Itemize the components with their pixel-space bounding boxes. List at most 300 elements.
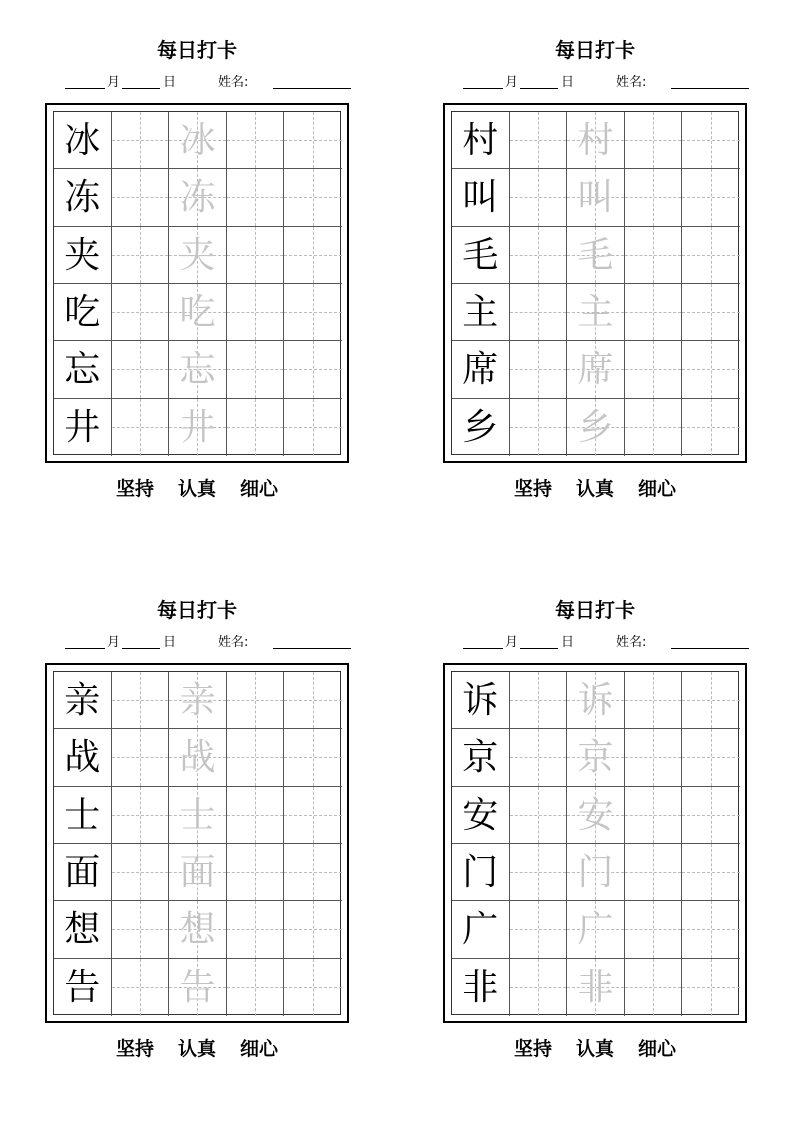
day-blank[interactable]	[520, 88, 558, 89]
practice-cell[interactable]	[227, 729, 285, 786]
guide-line-horizontal	[227, 872, 284, 873]
guide-line-horizontal	[112, 255, 169, 256]
model-char-cell	[54, 729, 112, 786]
date-name-line	[463, 633, 753, 653]
motto-word: 认真	[177, 1038, 216, 1060]
month-blank[interactable]	[65, 648, 105, 649]
trace-char-cell	[169, 169, 227, 226]
guide-line-horizontal	[682, 929, 740, 930]
practice-cell[interactable]	[625, 901, 683, 958]
trace-character: 主	[577, 292, 614, 333]
guide-line-horizontal	[112, 427, 169, 428]
trace-char-cell	[169, 787, 227, 844]
practice-cell[interactable]	[112, 844, 170, 901]
guide-line-horizontal	[682, 369, 740, 370]
guide-line-horizontal	[227, 987, 284, 988]
trace-char-cell	[169, 729, 227, 786]
model-character: 乡	[462, 406, 499, 448]
practice-cell[interactable]	[510, 284, 568, 341]
model-char-cell	[54, 672, 112, 729]
guide-line-horizontal	[284, 140, 342, 141]
model-char-cell	[452, 341, 510, 398]
name-blank[interactable]	[273, 648, 351, 649]
guide-line-horizontal	[625, 815, 682, 816]
motto-word: 细心	[240, 478, 279, 500]
guide-line-horizontal	[227, 369, 284, 370]
guide-line-horizontal	[510, 255, 567, 256]
writing-grid	[53, 111, 341, 455]
practice-cell[interactable]	[227, 959, 285, 1016]
guide-line-horizontal	[112, 872, 169, 873]
guide-line-horizontal	[625, 757, 682, 758]
model-char-cell	[54, 112, 112, 169]
trace-character: 夹	[179, 234, 216, 276]
practice-card	[443, 35, 753, 555]
trace-character: 冻	[179, 177, 216, 219]
model-char-cell	[54, 901, 112, 958]
model-character: 京	[462, 737, 499, 779]
model-character: 主	[462, 292, 499, 333]
model-character: 战	[64, 737, 101, 779]
trace-character: 席	[577, 349, 614, 391]
trace-char-cell	[169, 112, 227, 169]
trace-char-cell	[567, 959, 625, 1016]
trace-character: 冰	[179, 120, 216, 161]
guide-line-horizontal	[510, 929, 567, 930]
practice-cell[interactable]	[682, 399, 740, 456]
trace-char-cell	[567, 844, 625, 901]
guide-line-horizontal	[625, 700, 682, 701]
guide-line-horizontal	[112, 815, 169, 816]
month-label: 月	[107, 75, 121, 90]
guide-line-horizontal	[625, 255, 682, 256]
trace-char-cell	[567, 112, 625, 169]
guide-line-horizontal	[682, 815, 740, 816]
practice-cell[interactable]	[625, 844, 683, 901]
motto-word: 认真	[177, 478, 216, 500]
model-character: 想	[64, 909, 101, 951]
month-blank[interactable]	[463, 648, 503, 649]
model-char-cell	[452, 112, 510, 169]
guide-line-horizontal	[227, 700, 284, 701]
practice-card	[45, 595, 355, 1115]
guide-line-horizontal	[112, 140, 169, 141]
motto-word: 细心	[240, 1038, 279, 1060]
guide-line-horizontal	[625, 197, 682, 198]
name-blank[interactable]	[671, 88, 749, 89]
practice-cell[interactable]	[112, 959, 170, 1016]
motto-line	[443, 1035, 747, 1063]
model-char-cell	[452, 959, 510, 1016]
model-char-cell	[452, 169, 510, 226]
motto-line	[443, 475, 747, 503]
trace-character: 村	[577, 120, 614, 161]
practice-cell[interactable]	[284, 112, 342, 169]
motto-word: 坚持	[115, 1038, 154, 1060]
model-character: 叫	[462, 177, 499, 219]
model-character: 忘	[64, 349, 101, 391]
month-label: 月	[505, 75, 519, 90]
guide-line-horizontal	[284, 369, 342, 370]
practice-cell[interactable]	[112, 284, 170, 341]
trace-character: 亲	[179, 680, 216, 721]
practice-cell[interactable]	[112, 227, 170, 284]
name-blank[interactable]	[273, 88, 351, 89]
model-char-cell	[452, 787, 510, 844]
guide-line-horizontal	[227, 197, 284, 198]
practice-cell[interactable]	[510, 729, 568, 786]
name-label: 姓名:	[616, 75, 647, 90]
guide-line-horizontal	[227, 140, 284, 141]
practice-cell[interactable]	[227, 787, 285, 844]
model-character: 冰	[64, 120, 101, 161]
practice-cell[interactable]	[625, 729, 683, 786]
practice-cell[interactable]	[682, 959, 740, 1016]
guide-line-horizontal	[510, 312, 567, 313]
model-character: 井	[64, 406, 101, 448]
day-blank[interactable]	[122, 648, 160, 649]
practice-cell[interactable]	[625, 341, 683, 398]
trace-char-cell	[169, 672, 227, 729]
name-blank[interactable]	[671, 648, 749, 649]
practice-cell[interactable]	[510, 787, 568, 844]
model-character: 夹	[64, 234, 101, 276]
name-label: 姓名:	[616, 635, 647, 650]
trace-character: 面	[179, 852, 216, 893]
trace-character: 毛	[577, 234, 614, 276]
trace-character: 乡	[577, 406, 614, 448]
practice-cell[interactable]	[112, 341, 170, 398]
guide-line-horizontal	[682, 872, 740, 873]
model-character: 非	[462, 966, 499, 1008]
guide-line-horizontal	[284, 929, 342, 930]
trace-char-cell	[169, 959, 227, 1016]
name-label: 姓名:	[218, 75, 249, 90]
writing-grid	[53, 671, 341, 1015]
guide-line-horizontal	[510, 815, 567, 816]
practice-cell[interactable]	[682, 227, 740, 284]
guide-line-horizontal	[227, 929, 284, 930]
practice-cell[interactable]	[284, 399, 342, 456]
trace-char-cell	[567, 672, 625, 729]
writing-grid	[451, 671, 739, 1015]
trace-char-cell	[567, 284, 625, 341]
practice-cell[interactable]	[284, 672, 342, 729]
day-label: 日	[561, 635, 575, 650]
practice-cell[interactable]	[682, 341, 740, 398]
practice-cell[interactable]	[227, 672, 285, 729]
guide-line-horizontal	[227, 255, 284, 256]
practice-card	[443, 595, 753, 1115]
model-char-cell	[54, 227, 112, 284]
model-character: 毛	[462, 234, 499, 276]
practice-cell[interactable]	[284, 844, 342, 901]
trace-char-cell	[169, 901, 227, 958]
practice-cell[interactable]	[227, 169, 285, 226]
trace-character: 诉	[577, 680, 614, 721]
trace-character: 门	[577, 852, 614, 893]
trace-character: 广	[577, 909, 614, 951]
trace-char-cell	[169, 399, 227, 456]
guide-line-horizontal	[625, 929, 682, 930]
practice-cell[interactable]	[625, 284, 683, 341]
day-label: 日	[163, 75, 177, 90]
practice-cell[interactable]	[112, 787, 170, 844]
model-char-cell	[452, 399, 510, 456]
motto-word: 坚持	[513, 1038, 552, 1060]
motto-word: 细心	[638, 478, 677, 500]
guide-line-horizontal	[112, 757, 169, 758]
trace-character: 叫	[577, 177, 614, 219]
model-character: 诉	[462, 680, 499, 721]
guide-line-horizontal	[682, 312, 740, 313]
practice-cell[interactable]	[682, 901, 740, 958]
guide-line-horizontal	[284, 427, 342, 428]
guide-line-horizontal	[112, 369, 169, 370]
trace-character: 战	[179, 737, 216, 779]
practice-cell[interactable]	[227, 112, 285, 169]
practice-cell[interactable]	[284, 341, 342, 398]
practice-cell[interactable]	[284, 787, 342, 844]
practice-cell[interactable]	[510, 901, 568, 958]
model-char-cell	[54, 169, 112, 226]
date-name-line	[65, 73, 355, 93]
model-character: 安	[462, 794, 499, 836]
guide-line-horizontal	[284, 700, 342, 701]
guide-line-horizontal	[682, 700, 740, 701]
practice-cell[interactable]	[510, 341, 568, 398]
practice-cell[interactable]	[682, 284, 740, 341]
model-char-cell	[54, 399, 112, 456]
card-title: 每日打卡	[157, 598, 237, 622]
date-name-line	[463, 73, 753, 93]
model-char-cell	[452, 901, 510, 958]
practice-cell[interactable]	[625, 169, 683, 226]
model-char-cell	[54, 284, 112, 341]
trace-char-cell	[567, 787, 625, 844]
practice-cell[interactable]	[510, 227, 568, 284]
model-char-cell	[452, 672, 510, 729]
practice-cell[interactable]	[625, 112, 683, 169]
practice-cell[interactable]	[625, 227, 683, 284]
guide-line-horizontal	[112, 987, 169, 988]
practice-cell[interactable]	[112, 901, 170, 958]
practice-cell[interactable]	[227, 227, 285, 284]
guide-line-horizontal	[682, 757, 740, 758]
trace-character: 想	[179, 909, 216, 951]
guide-line-horizontal	[682, 987, 740, 988]
card-title: 每日打卡	[555, 598, 635, 622]
practice-cell[interactable]	[227, 284, 285, 341]
practice-cell[interactable]	[625, 399, 683, 456]
practice-cell[interactable]	[510, 959, 568, 1016]
practice-cell[interactable]	[284, 169, 342, 226]
trace-char-cell	[567, 341, 625, 398]
practice-cell[interactable]	[510, 672, 568, 729]
guide-line-horizontal	[510, 700, 567, 701]
model-char-cell	[54, 341, 112, 398]
model-character: 吃	[64, 292, 101, 333]
practice-cell[interactable]	[625, 959, 683, 1016]
practice-cell[interactable]	[625, 787, 683, 844]
motto-word: 认真	[575, 478, 614, 500]
guide-line-horizontal	[284, 757, 342, 758]
guide-line-horizontal	[510, 872, 567, 873]
writing-frame	[45, 103, 349, 463]
trace-character: 井	[179, 406, 216, 448]
model-char-cell	[54, 844, 112, 901]
writing-frame	[45, 663, 349, 1023]
model-char-cell	[452, 729, 510, 786]
guide-line-horizontal	[112, 197, 169, 198]
model-character: 面	[64, 852, 101, 893]
trace-character: 非	[577, 966, 614, 1008]
name-label: 姓名:	[218, 635, 249, 650]
guide-line-horizontal	[227, 427, 284, 428]
practice-cell[interactable]	[227, 844, 285, 901]
guide-line-horizontal	[682, 197, 740, 198]
guide-line-horizontal	[625, 427, 682, 428]
guide-line-horizontal	[510, 757, 567, 758]
motto-word: 坚持	[115, 478, 154, 500]
day-label: 日	[163, 635, 177, 650]
guide-line-horizontal	[625, 872, 682, 873]
practice-card	[45, 35, 355, 555]
motto-word: 认真	[575, 1038, 614, 1060]
guide-line-horizontal	[510, 140, 567, 141]
practice-cell[interactable]	[682, 729, 740, 786]
trace-character: 安	[577, 794, 614, 836]
practice-cell[interactable]	[510, 844, 568, 901]
guide-line-horizontal	[510, 369, 567, 370]
trace-char-cell	[567, 227, 625, 284]
model-character: 席	[462, 349, 499, 391]
guide-line-horizontal	[682, 427, 740, 428]
guide-line-horizontal	[510, 427, 567, 428]
practice-cell[interactable]	[682, 112, 740, 169]
practice-cell[interactable]	[682, 169, 740, 226]
guide-line-horizontal	[284, 197, 342, 198]
motto-line	[45, 475, 349, 503]
practice-cell[interactable]	[112, 169, 170, 226]
trace-character: 士	[179, 794, 216, 836]
trace-char-cell	[567, 399, 625, 456]
trace-character: 京	[577, 737, 614, 779]
day-blank[interactable]	[520, 648, 558, 649]
guide-line-horizontal	[625, 369, 682, 370]
practice-cell[interactable]	[284, 227, 342, 284]
trace-character: 忘	[179, 349, 216, 391]
guide-line-horizontal	[227, 312, 284, 313]
motto-line	[45, 1035, 349, 1063]
guide-line-horizontal	[625, 312, 682, 313]
trace-char-cell	[169, 227, 227, 284]
day-label: 日	[561, 75, 575, 90]
trace-char-cell	[169, 844, 227, 901]
month-blank[interactable]	[463, 88, 503, 89]
card-title: 每日打卡	[555, 38, 635, 62]
guide-line-horizontal	[284, 872, 342, 873]
model-character: 广	[462, 909, 499, 951]
model-char-cell	[452, 227, 510, 284]
practice-cell[interactable]	[682, 844, 740, 901]
guide-line-horizontal	[112, 929, 169, 930]
model-char-cell	[54, 959, 112, 1016]
model-character: 村	[462, 120, 499, 161]
model-character: 士	[64, 794, 101, 836]
guide-line-horizontal	[284, 312, 342, 313]
guide-line-horizontal	[510, 197, 567, 198]
practice-cell[interactable]	[227, 901, 285, 958]
practice-cell[interactable]	[625, 672, 683, 729]
card-title: 每日打卡	[157, 38, 237, 62]
writing-frame	[443, 103, 747, 463]
trace-char-cell	[169, 284, 227, 341]
practice-cell[interactable]	[510, 112, 568, 169]
guide-line-horizontal	[284, 815, 342, 816]
practice-cell[interactable]	[510, 399, 568, 456]
guide-line-horizontal	[227, 815, 284, 816]
practice-cell[interactable]	[682, 672, 740, 729]
guide-line-horizontal	[625, 987, 682, 988]
model-char-cell	[452, 844, 510, 901]
trace-character: 告	[179, 966, 216, 1008]
date-name-line	[65, 633, 355, 653]
trace-char-cell	[169, 341, 227, 398]
practice-cell[interactable]	[112, 672, 170, 729]
practice-cell[interactable]	[112, 729, 170, 786]
practice-cell[interactable]	[227, 399, 285, 456]
practice-cell[interactable]	[112, 399, 170, 456]
guide-line-horizontal	[112, 312, 169, 313]
motto-word: 坚持	[513, 478, 552, 500]
trace-char-cell	[567, 901, 625, 958]
month-label: 月	[107, 635, 121, 650]
model-char-cell	[452, 284, 510, 341]
guide-line-horizontal	[284, 255, 342, 256]
practice-cell[interactable]	[284, 729, 342, 786]
model-character: 告	[64, 966, 101, 1008]
practice-cell[interactable]	[682, 787, 740, 844]
guide-line-horizontal	[284, 987, 342, 988]
model-character: 亲	[64, 680, 101, 721]
motto-word: 细心	[638, 1038, 677, 1060]
practice-cell[interactable]	[284, 284, 342, 341]
model-character: 门	[462, 852, 499, 893]
writing-grid	[451, 111, 739, 455]
month-blank[interactable]	[65, 88, 105, 89]
practice-cell[interactable]	[227, 341, 285, 398]
practice-cell[interactable]	[510, 169, 568, 226]
month-label: 月	[505, 635, 519, 650]
guide-line-horizontal	[510, 987, 567, 988]
trace-char-cell	[567, 169, 625, 226]
practice-cell[interactable]	[284, 901, 342, 958]
model-character: 冻	[64, 177, 101, 219]
model-char-cell	[54, 787, 112, 844]
guide-line-horizontal	[682, 140, 740, 141]
practice-cell[interactable]	[112, 112, 170, 169]
guide-line-horizontal	[227, 757, 284, 758]
day-blank[interactable]	[122, 88, 160, 89]
writing-frame	[443, 663, 747, 1023]
guide-line-horizontal	[112, 700, 169, 701]
trace-character: 吃	[179, 292, 216, 333]
trace-char-cell	[567, 729, 625, 786]
guide-line-horizontal	[682, 255, 740, 256]
practice-cell[interactable]	[284, 959, 342, 1016]
guide-line-horizontal	[625, 140, 682, 141]
